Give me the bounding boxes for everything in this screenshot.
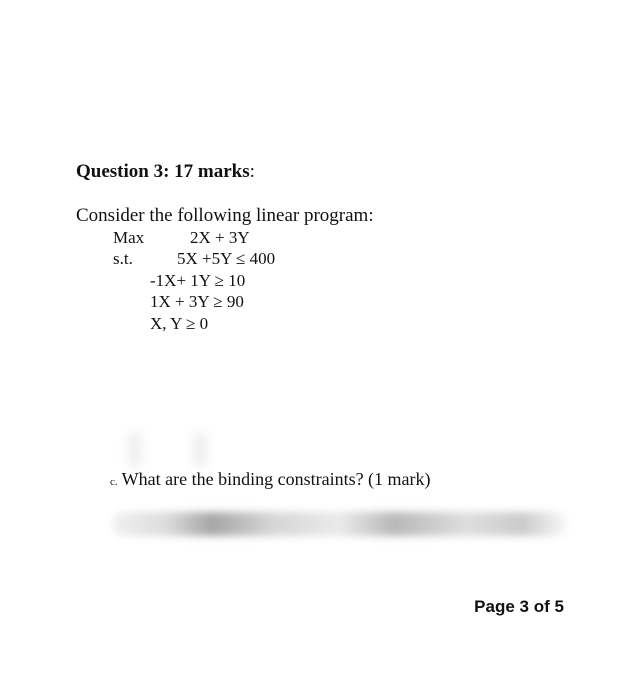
page-of: of <box>533 597 550 616</box>
constraint-3: 1X + 3Y ≥ 90 <box>150 292 244 311</box>
page-number: 3 <box>519 597 530 616</box>
objective-expression: 2X + 3Y <box>190 228 250 247</box>
question-title: Question 3: 17 marks <box>76 161 250 182</box>
redacted-mark <box>128 432 142 468</box>
question-heading-colon: : <box>249 161 255 182</box>
question-intro: Consider the following linear program: <box>76 205 374 226</box>
page-prefix: Page <box>474 597 515 616</box>
constraint-nonnegativity: X, Y ≥ 0 <box>150 314 209 333</box>
page-total: 5 <box>554 597 564 616</box>
blurred-answer <box>112 512 567 536</box>
question-heading <box>76 161 255 183</box>
constraint-2: -1X+ 1Y ≥ 10 <box>150 271 246 290</box>
sub-question-text: What are the binding constraints? (1 mark) <box>121 469 431 489</box>
redacted-mark <box>193 432 207 468</box>
objective-label: Max <box>113 228 145 247</box>
sub-question-c <box>110 469 431 490</box>
page-indicator <box>474 597 564 617</box>
sub-question-letter: c. <box>110 476 118 488</box>
subject-to-label: s.t. <box>113 249 133 268</box>
constraint-1: 5X +5Y ≤ 400 <box>177 249 276 268</box>
